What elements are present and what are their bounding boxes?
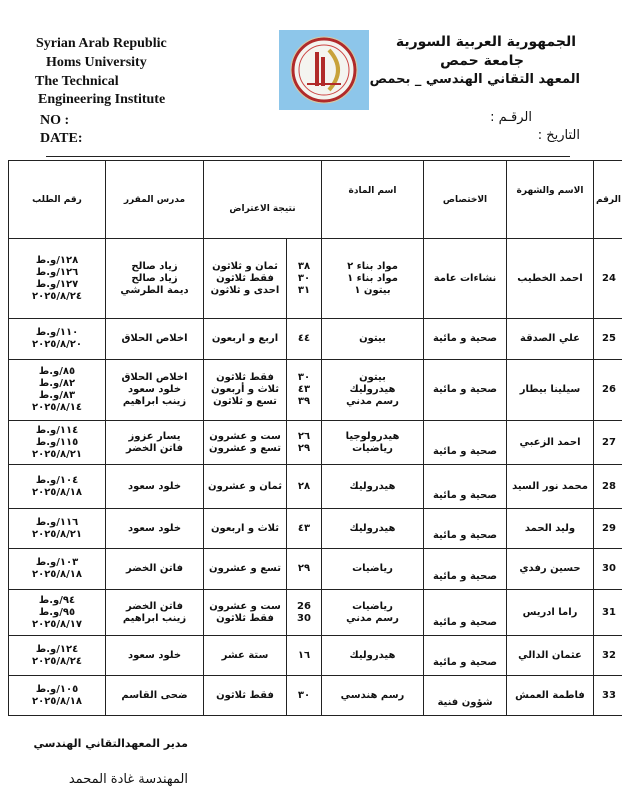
result-score-cell-line: ٣١ [297, 284, 311, 296]
request-cell-line: ٢٠٢٥/٨/١٨ [31, 486, 83, 498]
result-words-cell [204, 549, 287, 590]
result-score-cell [287, 239, 322, 319]
teacher-cell-line: زينب ابراهيم [122, 396, 187, 407]
name-cell-line: احمد الخطيب [517, 272, 583, 284]
subject-cell [322, 239, 424, 319]
teacher-cell-line: خلود سعود [127, 649, 182, 661]
row-number-cell-line: 26 [602, 384, 616, 395]
result-words-cell [204, 465, 287, 509]
director-name: المهندسة غادة المحمد [68, 772, 188, 787]
row-number-cell-line: 31 [602, 606, 616, 618]
spec-cell-line: صحية و مائية [432, 490, 498, 501]
raqm-label: الرقـم : [490, 110, 532, 125]
request-cell-line: ١٠٤/و.ط [35, 474, 79, 486]
request-cell-line: ٩٥/و.ط [38, 606, 76, 618]
request-cell-line: ٢٠٢٥/٨/٢١ [31, 448, 83, 460]
teacher-cell-line: ديمة الطرشي [120, 284, 189, 296]
spec-cell-line: صحية و مائية [432, 333, 498, 344]
result-score-cell-line: ٢٩ [297, 442, 311, 454]
result-words-cell [204, 421, 287, 465]
subject-cell-line: بيتون ١ [354, 284, 391, 296]
header-en-line-1: Syrian Arab Republic [36, 36, 167, 51]
row-number-cell [594, 509, 622, 549]
subject-cell-line: رسم مدني [346, 396, 399, 407]
header-request: رقم الطلب [9, 161, 106, 239]
date-label: DATE: [40, 131, 83, 146]
result-score-cell-line: ٣٩ [297, 396, 311, 407]
teacher-cell-line: يسار عزوز [128, 430, 181, 442]
name-cell [507, 319, 594, 360]
result-words-cell [204, 509, 287, 549]
header-ar-line-2: جامعة حمص [440, 53, 524, 69]
header-divider [46, 156, 570, 157]
subject-cell-line: رسم مدني [346, 612, 399, 624]
row-number-cell-line: 25 [602, 333, 616, 344]
result-words-cell-line: تسع و عشرون [209, 442, 281, 454]
teacher-cell [106, 676, 204, 716]
request-cell-line: ٨٥/و.ط [38, 366, 76, 377]
result-score-cell [287, 549, 322, 590]
spec-cell [424, 509, 507, 549]
result-score-cell-line: ٢٨ [297, 480, 311, 492]
request-cell-line: ٩٤/و.ط [38, 594, 76, 606]
header-ar-line-1: الجمهورية العربية السورية [395, 34, 576, 50]
name-cell-line: علي الصدقة [520, 333, 580, 344]
spec-cell-line: نشاءات عامة [433, 272, 497, 284]
result-words-cell-line: تسع و عشرون [209, 563, 281, 574]
result-score-cell-line: 26 [297, 600, 311, 612]
result-words-cell-line: ست و عشرون [209, 430, 281, 442]
row-number-cell [594, 636, 622, 676]
teacher-cell-line: خلود سعود [127, 384, 182, 395]
name-cell-line: سيلينا بيطار [519, 384, 581, 395]
row-number-cell-line: 29 [602, 522, 616, 534]
request-cell-line: ٨٢/و.ط [38, 378, 76, 389]
spec-cell-line: صحية و مائية [432, 657, 498, 668]
no-label: NO : [40, 113, 70, 128]
request-cell [9, 465, 106, 509]
row-number-cell-line: 27 [602, 436, 616, 448]
table-row [9, 360, 622, 421]
row-number-cell [594, 239, 622, 319]
teacher-cell [106, 549, 204, 590]
request-cell-line: ٢٠٢٥/٨/١٤ [31, 402, 83, 413]
teacher-cell [106, 590, 204, 636]
spec-cell [424, 239, 507, 319]
row-number-cell [594, 549, 622, 590]
result-score-cell [287, 636, 322, 676]
result-words-cell-line: فقط ثلاثون [216, 272, 274, 284]
subject-cell-line: رسم هندسي [340, 689, 405, 701]
request-cell-line: ١٠٥/و.ط [35, 683, 79, 695]
request-cell-line: ١١٦/و.ط [35, 516, 79, 528]
row-number-cell-line: 30 [602, 563, 616, 574]
request-cell-line: ٨٣/و.ط [38, 390, 76, 401]
header-name: الاسم والشهرة [507, 161, 594, 239]
row-number-cell [594, 676, 622, 716]
teacher-cell [106, 509, 204, 549]
request-cell-line: ٢٠٢٥/٨/٢٠ [31, 339, 83, 350]
table-row [9, 549, 622, 590]
result-words-cell-line: ست و عشرون [209, 600, 281, 612]
result-score-cell [287, 509, 322, 549]
request-cell [9, 636, 106, 676]
teacher-cell [106, 360, 204, 421]
teacher-cell-line: اخلاص الحلاق [121, 333, 188, 344]
result-words-cell [204, 590, 287, 636]
spec-cell-line: صحية و مائية [432, 530, 498, 541]
name-cell-line: عثمان الدالي [518, 649, 582, 661]
result-score-cell [287, 360, 322, 421]
name-cell-line: راما ادريس [522, 606, 578, 618]
spec-cell-line: شؤون فنية [437, 697, 493, 708]
request-cell-line: ٢٠٢٥/٨/١٧ [31, 618, 83, 630]
table-row [9, 465, 622, 509]
subject-cell-line: هيدروليك [349, 480, 396, 492]
row-number-cell [594, 590, 622, 636]
request-cell [9, 509, 106, 549]
request-cell [9, 421, 106, 465]
result-words-cell-line: فقط ثلاثون [216, 612, 274, 624]
row-number-cell [594, 360, 622, 421]
name-cell [507, 676, 594, 716]
result-score-cell [287, 590, 322, 636]
name-cell [507, 465, 594, 509]
spec-cell [424, 360, 507, 421]
result-words-cell-line: ثمان و عشرون [208, 480, 282, 492]
subject-cell [322, 465, 424, 509]
name-cell [507, 549, 594, 590]
result-score-cell [287, 465, 322, 509]
table-row [9, 590, 622, 636]
spec-cell [424, 549, 507, 590]
result-score-cell-line: ١٦ [297, 649, 311, 661]
header-en-line-2: Homs University [46, 55, 147, 70]
subject-cell-line: مواد بناء ١ [347, 272, 398, 284]
result-words-cell-line: فقط ثلاثون [216, 372, 274, 383]
table-row [9, 319, 622, 360]
header-en-line-4: Engineering Institute [38, 92, 166, 107]
subject-cell-line: مواد بناء ٢ [347, 260, 398, 272]
row-number-cell-line: 28 [602, 480, 616, 492]
header-num: الرقم [594, 161, 622, 239]
subject-cell [322, 590, 424, 636]
result-words-cell-line: ثلاث و اربعون [211, 522, 279, 534]
request-cell [9, 319, 106, 360]
name-cell-line: حسين رفدي [519, 563, 581, 574]
result-score-cell-line: ٤٣ [297, 522, 311, 534]
teacher-cell-line: فاتن الخضر [125, 442, 183, 454]
subject-cell [322, 421, 424, 465]
subject-cell-line: بيتون [359, 333, 386, 344]
director-title: مدير المعهدالتقاني الهندسي [33, 737, 188, 750]
spec-cell [424, 676, 507, 716]
result-words-cell [204, 676, 287, 716]
teacher-cell-line: زياد صالح [131, 272, 178, 284]
result-score-cell-line: ٤٣ [297, 384, 311, 395]
request-cell-line: ١١٤/و.ط [35, 424, 79, 436]
subject-cell-line: هيدروليك [349, 522, 396, 534]
result-score-cell-line: ٤٤ [297, 333, 311, 344]
request-cell-line: ٢٠٢٥/٨/٢١ [31, 528, 83, 540]
request-cell-line: ١٢٧/و.ط [35, 278, 79, 290]
teacher-cell [106, 636, 204, 676]
subject-cell [322, 360, 424, 421]
result-words-cell [204, 636, 287, 676]
emblem-icon [279, 30, 369, 110]
result-words-cell-line: احدى و ثلاثون [210, 284, 280, 296]
row-number-cell-line: 33 [602, 689, 616, 701]
spec-cell-line: صحية و مائية [432, 446, 498, 457]
result-words-cell [204, 239, 287, 319]
subject-cell-line: رياضيات [352, 563, 393, 574]
spec-cell [424, 465, 507, 509]
header-ar-line-3: المعهد التقاني الهندسي _ بحمص [369, 72, 580, 87]
name-cell-line: وليد الحمد [524, 522, 576, 534]
spec-cell-line: صحية و مائية [432, 571, 498, 582]
subject-cell [322, 319, 424, 360]
request-cell-line: ١١٠/و.ط [35, 327, 79, 338]
table-row [9, 421, 622, 465]
request-cell-line: ٢٠٢٥/٨/١٨ [31, 695, 83, 707]
request-cell-line: ١٢٤/و.ط [35, 643, 79, 655]
header-result: نتيجة الاعتراض [204, 161, 322, 239]
name-cell [507, 239, 594, 319]
result-score-cell-line: ٢٦ [297, 430, 311, 442]
result-score-cell-line: ٢٩ [297, 563, 311, 574]
result-words-cell-line: ثلاث و أربعون [211, 384, 279, 395]
result-words-cell-line: اربع و اربعون [211, 333, 279, 344]
row-number-cell-line: 32 [602, 649, 616, 661]
request-cell [9, 549, 106, 590]
subject-cell-line: هيدروليك [349, 384, 396, 395]
teacher-cell [106, 465, 204, 509]
row-number-cell [594, 465, 622, 509]
result-score-cell [287, 421, 322, 465]
teacher-cell-line: فاتن الخضر [125, 600, 183, 612]
request-cell [9, 590, 106, 636]
name-cell [507, 636, 594, 676]
row-number-cell [594, 421, 622, 465]
teacher-cell [106, 319, 204, 360]
result-score-cell-line: ٣٠ [297, 272, 311, 284]
request-cell-line: ١٠٣/و.ط [35, 557, 79, 568]
result-words-cell [204, 319, 287, 360]
teacher-cell [106, 239, 204, 319]
request-cell-line: ٢٠٢٥/٨/٢٤ [31, 655, 83, 667]
subject-cell-line: رياضيات [352, 442, 393, 454]
request-cell-line: ١٢٦/و.ط [35, 266, 79, 278]
header-teacher: مدرس المقرر [106, 161, 204, 239]
teacher-cell-line: زينب ابراهيم [122, 612, 187, 624]
spec-cell [424, 319, 507, 360]
spec-cell-line: صحية و مائية [432, 384, 498, 395]
header-subject: اسم المادة [322, 161, 424, 239]
subject-cell-line: هيدرولوجيا [345, 430, 400, 442]
subject-cell [322, 636, 424, 676]
name-cell [507, 509, 594, 549]
spec-cell [424, 421, 507, 465]
table-row [9, 239, 622, 319]
result-score-cell-line: ٣٠ [297, 689, 311, 701]
spec-cell [424, 590, 507, 636]
table-row [9, 676, 622, 716]
objection-results-table [8, 160, 622, 716]
subject-cell [322, 509, 424, 549]
teacher-cell-line: ضحى القاسم [121, 689, 188, 701]
spec-cell-line: صحية و مائية [432, 617, 498, 628]
request-cell-line: ١١٥/و.ط [35, 436, 79, 448]
table-row [9, 636, 622, 676]
result-words-cell [204, 360, 287, 421]
name-cell-line: فاطمة العمش [515, 689, 585, 701]
spec-cell [424, 636, 507, 676]
result-words-cell-line: ثمان و ثلاثون [212, 260, 278, 272]
header-spec: الاختصاص [424, 161, 507, 239]
name-cell [507, 421, 594, 465]
teacher-cell-line: خلود سعود [127, 522, 182, 534]
result-score-cell [287, 319, 322, 360]
teacher-cell [106, 421, 204, 465]
result-words-cell-line: فقط ثلاثون [216, 689, 274, 701]
teacher-cell-line: زياد صالح [131, 260, 178, 272]
subject-cell-line: رياضيات [352, 600, 393, 612]
tarikh-label: التاريخ : [537, 128, 580, 143]
header-en-line-3: The Technical [35, 74, 119, 89]
name-cell-line: احمد الزعبي [519, 436, 581, 448]
teacher-cell-line: فاتن الخضر [125, 563, 183, 574]
teacher-cell-line: خلود سعود [127, 480, 182, 492]
result-score-cell-line: ٣٨ [297, 260, 311, 272]
result-words-cell-line: ستة عشر [221, 649, 269, 661]
subject-cell [322, 549, 424, 590]
result-words-cell-line: تسع و ثلاثون [213, 396, 277, 407]
row-number-cell-line: 24 [602, 272, 616, 284]
result-score-cell [287, 676, 322, 716]
request-cell [9, 676, 106, 716]
name-cell-line: محمد نور السيد [512, 480, 588, 492]
subject-cell-line: بيتون [359, 372, 386, 383]
table-header-row [9, 161, 622, 239]
row-number-cell [594, 319, 622, 360]
name-cell [507, 360, 594, 421]
request-cell-line: ٢٠٢٥/٨/١٨ [31, 569, 83, 580]
teacher-cell-line: اخلاص الحلاق [121, 372, 188, 383]
table-row [9, 509, 622, 549]
result-score-cell-line: ٣٠ [297, 372, 311, 383]
request-cell [9, 360, 106, 421]
request-cell-line: ١٢٨/و.ط [35, 254, 79, 266]
result-score-cell-line: 30 [297, 612, 311, 624]
name-cell [507, 590, 594, 636]
request-cell-line: ٢٠٢٥/٨/٢٤ [31, 290, 83, 302]
university-logo [279, 30, 369, 110]
subject-cell [322, 676, 424, 716]
subject-cell-line: هيدروليك [349, 649, 396, 661]
request-cell [9, 239, 106, 319]
